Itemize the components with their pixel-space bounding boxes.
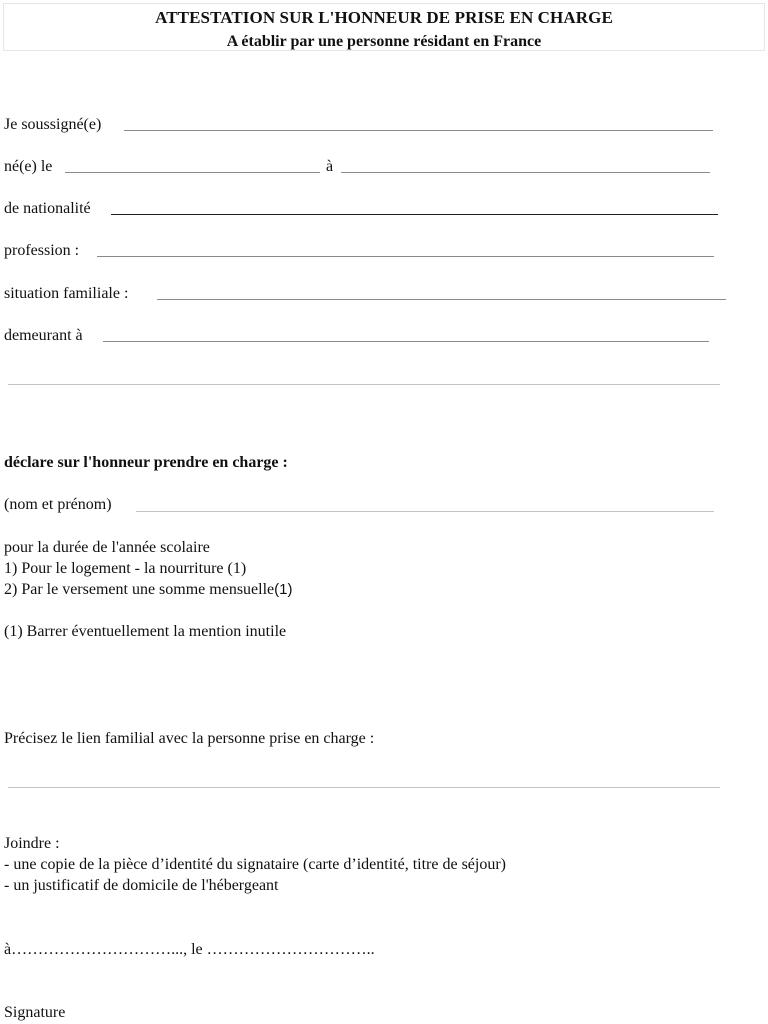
label-demeurant: demeurant à [4,327,83,344]
label-a: à [326,158,334,175]
duree-text: pour la durée de l'année scolaire [4,539,210,556]
joindre-heading: Joindre : [4,835,60,852]
field-line-birthdate[interactable] [65,172,320,173]
field-line-nom-prenom[interactable] [136,511,714,512]
field-line-address-continued[interactable] [8,384,720,385]
document-subtitle: A établir par une personne résidant en France [226,33,542,50]
place-date-line: à…………………………..., le ………………………….. [4,941,375,958]
joindre-item-domicile: - un justificatif de domicile de l'hébergeant [4,877,279,894]
field-line-profession[interactable] [97,256,714,257]
field-line-soussigne[interactable] [124,130,713,131]
declaration-heading: déclare sur l'honneur prendre en charge : [4,454,288,471]
field-line-demeurant[interactable] [103,341,709,342]
field-line-birthplace[interactable] [341,172,710,173]
label-lien-familial: Précisez le lien familial avec la personne prise en charge : [4,730,375,747]
label-ne-le: né(e) le [4,158,53,175]
signature-label: Signature [4,1004,66,1021]
label-situation: situation familiale : [4,285,129,302]
option-versement-note: (1) [274,581,293,598]
field-line-nationalite[interactable] [111,214,718,215]
label-soussigne: Je soussigné(e) [4,116,102,133]
footnote: (1) Barrer éventuellement la mention inutile [4,623,287,640]
label-nom-prenom: (nom et prénom) [4,496,112,513]
option-versement-label: 2) Par le versement une somme mensuelle [4,581,275,598]
document-title: ATTESTATION SUR L'HONNEUR DE PRISE EN CHARGE [155,8,613,27]
document-header [3,3,765,51]
option-versement [4,580,292,600]
joindre-item-identite: - une copie de la pièce d’identité du signataire (carte d’identité, titre de séjour) [4,856,506,873]
field-line-lien-familial[interactable] [8,787,720,788]
label-nationalite: de nationalité [4,200,91,217]
label-profession: profession : [4,242,80,259]
field-line-situation[interactable] [157,299,726,300]
option-logement: 1) Pour le logement - la nourriture (1) [4,560,247,577]
